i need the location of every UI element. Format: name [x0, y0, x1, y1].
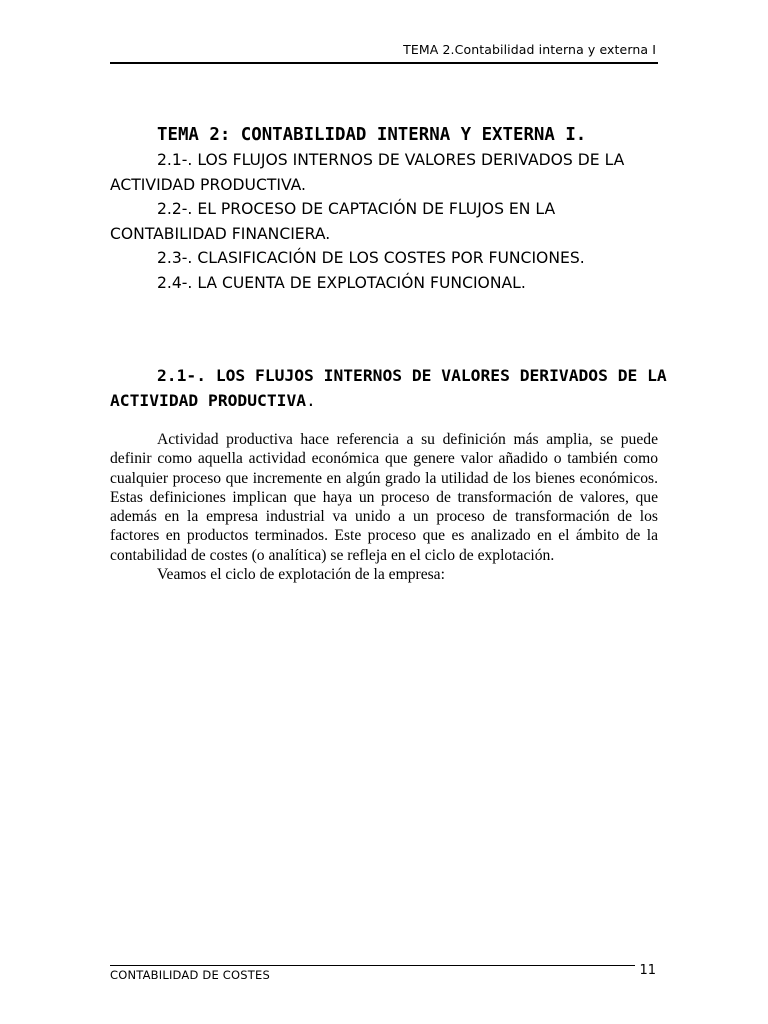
footer-rule: [110, 965, 635, 966]
body-text: [110, 430, 658, 584]
section-end-punct: .: [306, 390, 316, 410]
chapter-outline: [110, 122, 670, 295]
body-paragraph: Actividad productiva hace referencia a su definición más amplia, se puede definir como aquella actividad económica que genere valor añadido o también como cualquier proceso que incremente en algún grado la utilidad de los bienes económicos. Estas definiciones implican que haya un proceso de transformación de valores, que además en la empresa industrial va unido a un proceso de transformación de los factores en productos terminados. Este proceso que es analizado en el ámbito de la contabilidad de costes (o analítica) se refleja en el ciclo de explotación.: [110, 431, 658, 564]
running-header-title: TEMA 2.Contabilidad interna y externa I: [403, 42, 656, 57]
section-heading: [110, 364, 670, 413]
outline-item: 2.2-. EL PROCESO DE CAPTACIÓN DE FLUJOS EN LA CONTABILIDAD FINANCIERA.: [110, 200, 556, 243]
body-paragraph: Veamos el ciclo de explotación de la empresa:: [157, 566, 445, 584]
outline-item: 2.1-. LOS FLUJOS INTERNOS DE VALORES DERIVADOS DE LA ACTIVIDAD PRODUCTIVA.: [110, 151, 625, 194]
running-header: [110, 42, 658, 64]
section-title: LOS FLUJOS INTERNOS DE VALORES DERIVADOS DE LA ACTIVIDAD PRODUCTIVA: [110, 366, 667, 410]
outline-item: 2.4-. LA CUENTA DE EXPLOTACIÓN FUNCIONAL.: [157, 273, 526, 292]
footer-book-title: CONTABILIDAD DE COSTES: [110, 968, 270, 982]
section-number: 2.1-.: [157, 366, 207, 385]
chapter-title: TEMA 2: CONTABILIDAD INTERNA Y EXTERNA I.: [157, 125, 587, 145]
page-number: 11: [639, 963, 656, 978]
outline-item: 2.3-. CLASIFICACIÓN DE LOS COSTES POR FUNCIONES.: [157, 249, 585, 267]
running-footer: [110, 963, 658, 983]
